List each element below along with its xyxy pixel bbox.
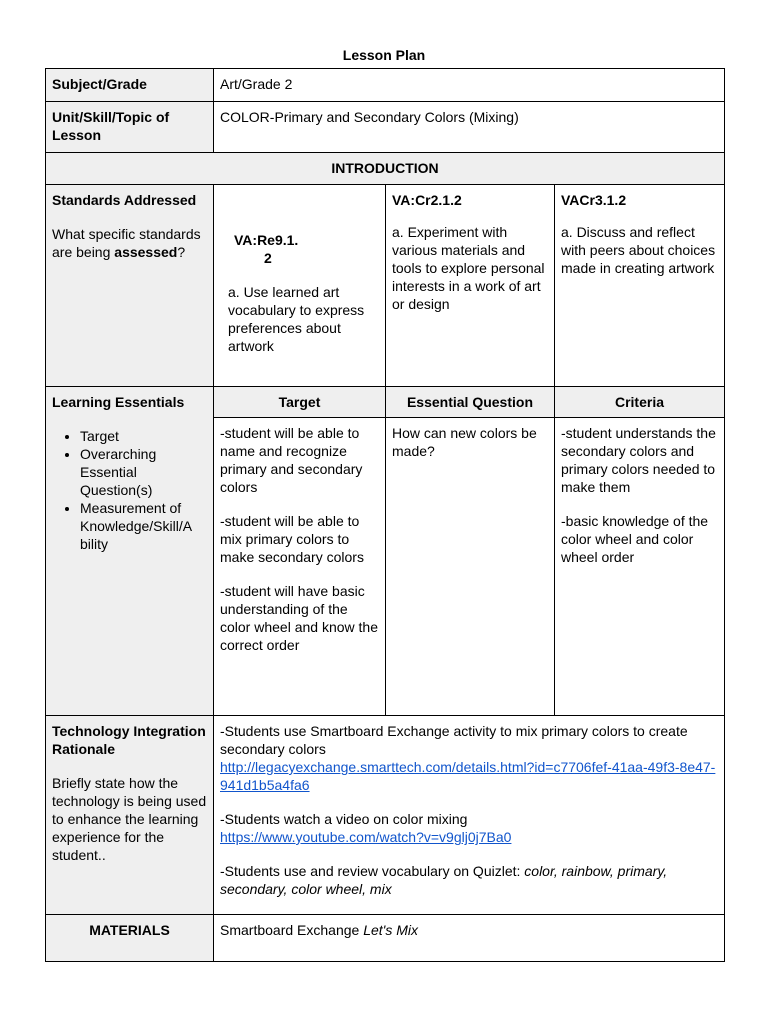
standard-3-cell: [555, 185, 725, 387]
standard-2-text: a. Experiment with various materials and tools to explore personal interests in a work of art or design: [392, 224, 545, 312]
essentials-bullet: • Measurement of Knowledge/Skill/A bility: [80, 499, 207, 553]
standards-question: What specific standards are being assessed?: [52, 226, 201, 260]
standard-1-code: VA:Re9.1. 2: [234, 232, 299, 266]
materials-row: [46, 915, 725, 962]
youtube-video-link[interactable]: https://www.youtube.com/watch?v=v9glj0j7Ba0: [220, 829, 512, 845]
smartboard-exchange-link[interactable]: http://legacyexchange.smarttech.com/details.html?id=c7706fef-41aa-49f3-8e47-941d1b5a4fa6: [220, 759, 716, 793]
standard-3-text: a. Discuss and reflect with peers about choices made in creating artwork: [561, 224, 716, 276]
technology-item-3: -Students use and review vocabulary on Quizlet: color, rainbow, primary, secondary, color wheel, mix: [220, 863, 668, 897]
technology-label: Technology Integration Rationale: [52, 723, 206, 757]
target-item: -student will have basic understanding of the color wheel and know the correct order: [220, 583, 378, 653]
technology-description: Briefly state how the technology is being used to enhance the learning experience for the student..: [52, 775, 207, 863]
essential-question-text: How can new colors be made?: [392, 425, 537, 459]
essentials-bullet: • Overarching Essential Question(s): [80, 445, 207, 499]
essential-question-header: Essential Question: [386, 387, 555, 418]
subject-row: [46, 69, 725, 102]
technology-item-1: -Students use Smartboard Exchange activity to mix primary colors to create secondary colors: [220, 723, 688, 757]
criteria-header: Criteria: [555, 387, 725, 418]
standard-1-text: a. Use learned art vocabulary to express preferences about artwork: [228, 284, 365, 354]
materials-label: MATERIALS: [46, 915, 214, 962]
essentials-label-cell: [46, 387, 214, 716]
standards-label-cell: [46, 185, 214, 387]
technology-content-cell: [214, 716, 725, 915]
target-header: Target: [214, 387, 386, 418]
page-title: Lesson Plan: [342, 47, 426, 63]
criteria-item: -student understands the secondary colors and primary colors needed to make them: [561, 425, 716, 495]
standard-2-cell: [386, 185, 555, 387]
standards-row: [46, 185, 725, 387]
essentials-label: Learning Essentials: [52, 394, 185, 410]
standard-3-code: VACr3.1.2: [561, 192, 627, 208]
target-item: -student will be able to mix primary colors to make secondary colors: [220, 513, 364, 565]
introduction-row: [46, 153, 725, 185]
essential-question-cell: [386, 418, 555, 716]
standard-2-code: VA:Cr2.1.2: [392, 192, 462, 208]
essentials-bullet: • Target: [80, 427, 207, 445]
unit-value: COLOR-Primary and Secondary Colors (Mixing): [214, 102, 725, 153]
technology-item-2: -Students watch a video on color mixing: [220, 811, 468, 827]
unit-label: Unit/Skill/Topic of Lesson: [46, 102, 214, 153]
target-item: -student will be able to name and recognize primary and secondary colors: [220, 425, 363, 495]
target-cell: [214, 418, 386, 716]
introduction-header: INTRODUCTION: [46, 153, 725, 185]
subject-value: Art/Grade 2: [214, 69, 725, 102]
standard-1-cell: [214, 185, 386, 387]
technology-label-cell: [46, 716, 214, 915]
standards-label: Standards Addressed: [52, 192, 197, 208]
lesson-plan-table: [45, 68, 725, 962]
criteria-cell: [555, 418, 725, 716]
materials-value: Smartboard Exchange Let's Mix: [214, 915, 725, 962]
criteria-item: -basic knowledge of the color wheel and color wheel order: [561, 513, 709, 565]
essentials-header-row: [46, 387, 725, 418]
essentials-bullets: [52, 427, 207, 553]
subject-label: Subject/Grade: [46, 69, 214, 102]
technology-row: [46, 716, 725, 915]
unit-row: [46, 102, 725, 153]
